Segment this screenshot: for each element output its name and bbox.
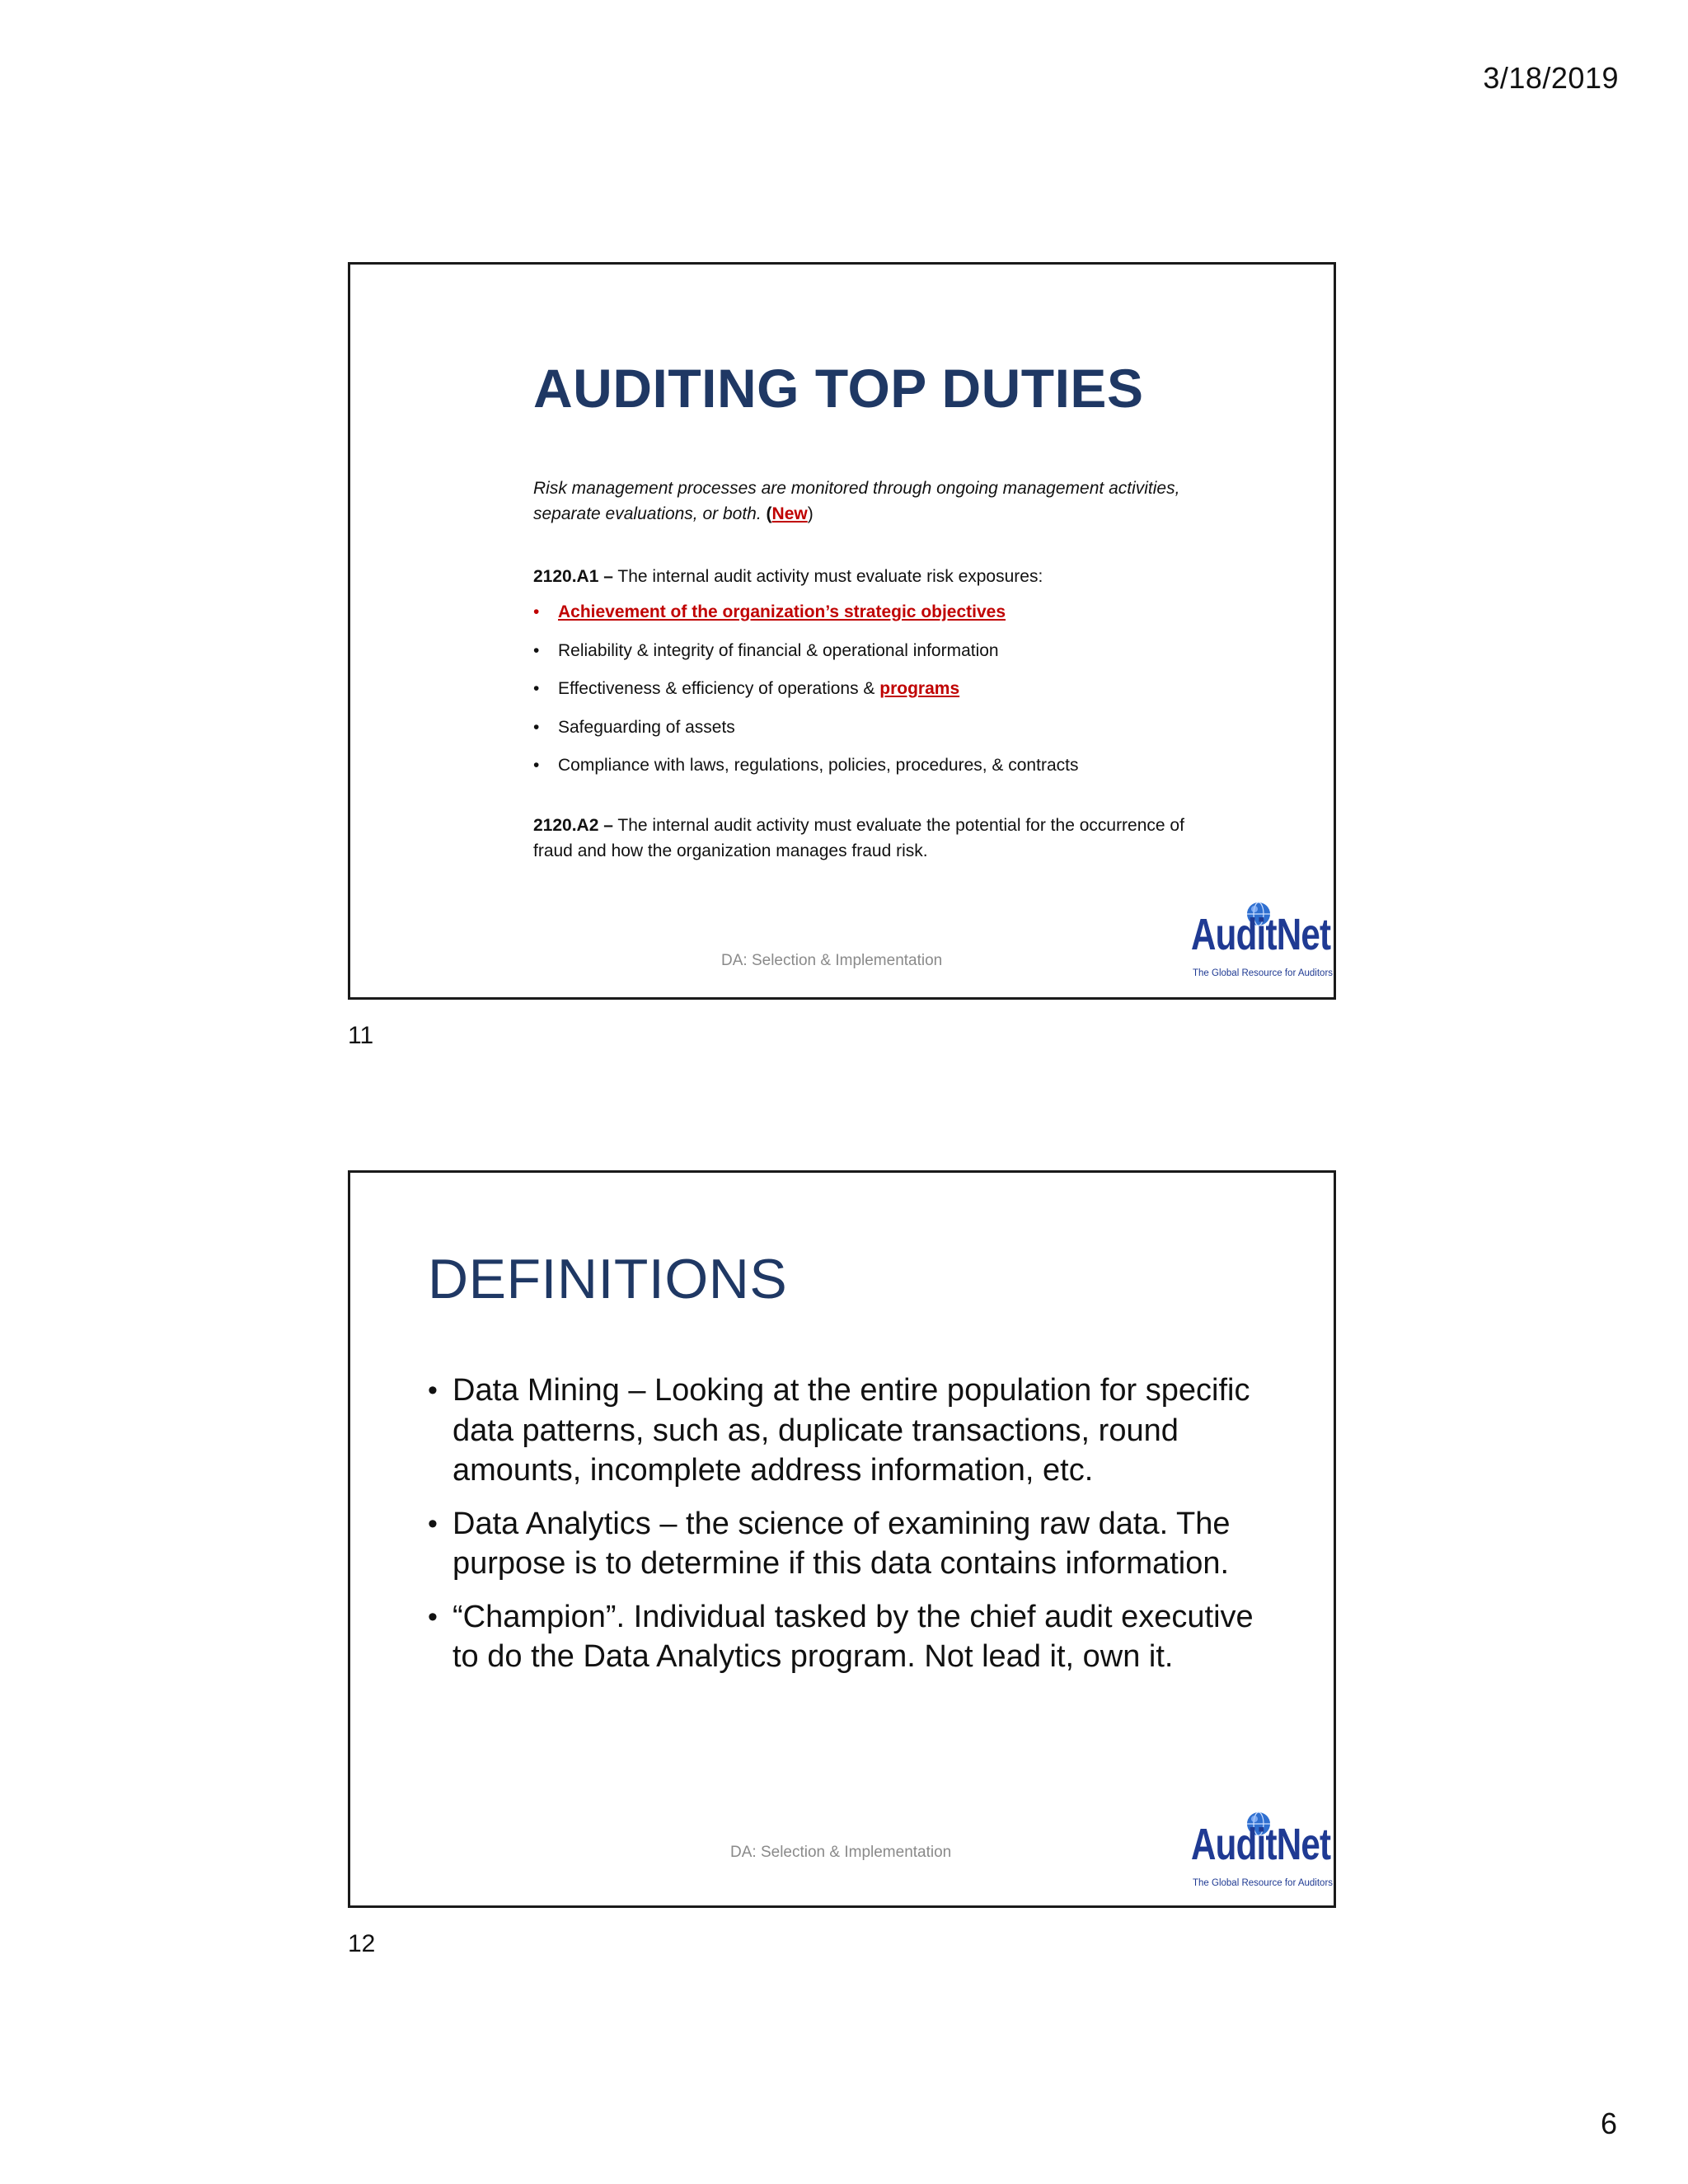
definition-text: Data Analytics – the science of examining raw data. The purpose is to determine if this data contains information. xyxy=(452,1506,1231,1581)
new-close-paren: ) xyxy=(807,504,814,523)
list-item xyxy=(533,599,1209,625)
definition-text: Data Mining – Looking at the entire population for specific data patterns, such as, duplicate transactions, round amounts, incomplete address information, etc. xyxy=(452,1373,1250,1488)
page-date: 3/18/2019 xyxy=(1483,61,1619,95)
bullet-icon: • xyxy=(533,602,540,621)
bullet-icon: • xyxy=(533,679,540,698)
bullet-icon: • xyxy=(428,1601,438,1633)
intro-text: Risk management processes are monitored through ongoing management activities, separate evaluations, or both. xyxy=(533,479,1180,523)
standard-2120-a2 xyxy=(533,813,1209,864)
logo-wordmark: AuditNet xyxy=(1191,1820,1331,1869)
strategic-objectives-link[interactable]: Achievement of the organization’s strategic objectives xyxy=(558,602,1006,621)
slide-title: AUDITING TOP DUTIES xyxy=(533,358,1144,419)
standard-code: 2120.A2 – xyxy=(533,816,613,835)
intro-paragraph xyxy=(533,476,1209,527)
list-item-text: Safeguarding of assets xyxy=(558,717,735,737)
slide-footer: DA: Selection & Implementation xyxy=(721,952,943,969)
logo-wordmark: AuditNet xyxy=(1191,910,1331,959)
list-item xyxy=(428,1371,1260,1491)
bullet-icon: • xyxy=(533,640,540,660)
page-number: 6 xyxy=(1600,2107,1617,2140)
logo-tagline: The Global Resource for Auditors xyxy=(1193,968,1334,978)
bullet-icon: • xyxy=(428,1375,438,1406)
list-item xyxy=(428,1504,1260,1584)
standard-2120-a1 xyxy=(533,564,1209,589)
list-item xyxy=(533,638,1209,663)
slide-footer: DA: Selection & Implementation xyxy=(730,1844,952,1861)
risk-exposure-list xyxy=(533,599,1209,778)
definition-text: “Champion”. Individual tasked by the chief audit executive to do the Data Analytics program. Not lead it, own it. xyxy=(452,1599,1254,1674)
bullet-icon: • xyxy=(533,717,540,737)
standard-code: 2120.A1 – xyxy=(533,567,613,586)
slide-title: DEFINITIONS xyxy=(428,1248,788,1310)
new-open-paren: ( xyxy=(766,504,772,523)
slide-number-11: 11 xyxy=(348,1022,374,1049)
standard-text: The internal audit activity must evaluate the potential for the occurrence of fraud and how the organization manages fraud risk. xyxy=(533,816,1184,860)
list-item-text: Compliance with laws, regulations, policies, procedures, & contracts xyxy=(558,756,1079,775)
bullet-icon: • xyxy=(428,1507,438,1540)
slide-11 xyxy=(348,262,1336,1000)
list-item xyxy=(428,1597,1260,1677)
list-item-text: Reliability & integrity of financial & operational information xyxy=(558,640,999,660)
programs-link[interactable]: programs xyxy=(879,679,960,698)
auditnet-logo xyxy=(1191,1811,1334,1893)
slide-number-12: 12 xyxy=(348,1930,376,1957)
slide-12 xyxy=(348,1170,1336,1908)
list-item-text: Effectiveness & efficiency of operations & xyxy=(558,679,880,698)
standard-text: The internal audit activity must evaluate risk exposures: xyxy=(617,567,1043,586)
list-item xyxy=(533,676,1209,701)
list-item xyxy=(533,752,1209,778)
new-tag xyxy=(767,504,808,523)
slide-body xyxy=(533,476,1209,864)
definitions-list xyxy=(428,1371,1260,1690)
list-item xyxy=(533,715,1209,740)
bullet-icon: • xyxy=(533,756,540,775)
logo-tagline: The Global Resource for Auditors xyxy=(1193,1878,1334,1888)
new-link[interactable]: New xyxy=(771,504,808,523)
auditnet-logo xyxy=(1191,901,1334,983)
